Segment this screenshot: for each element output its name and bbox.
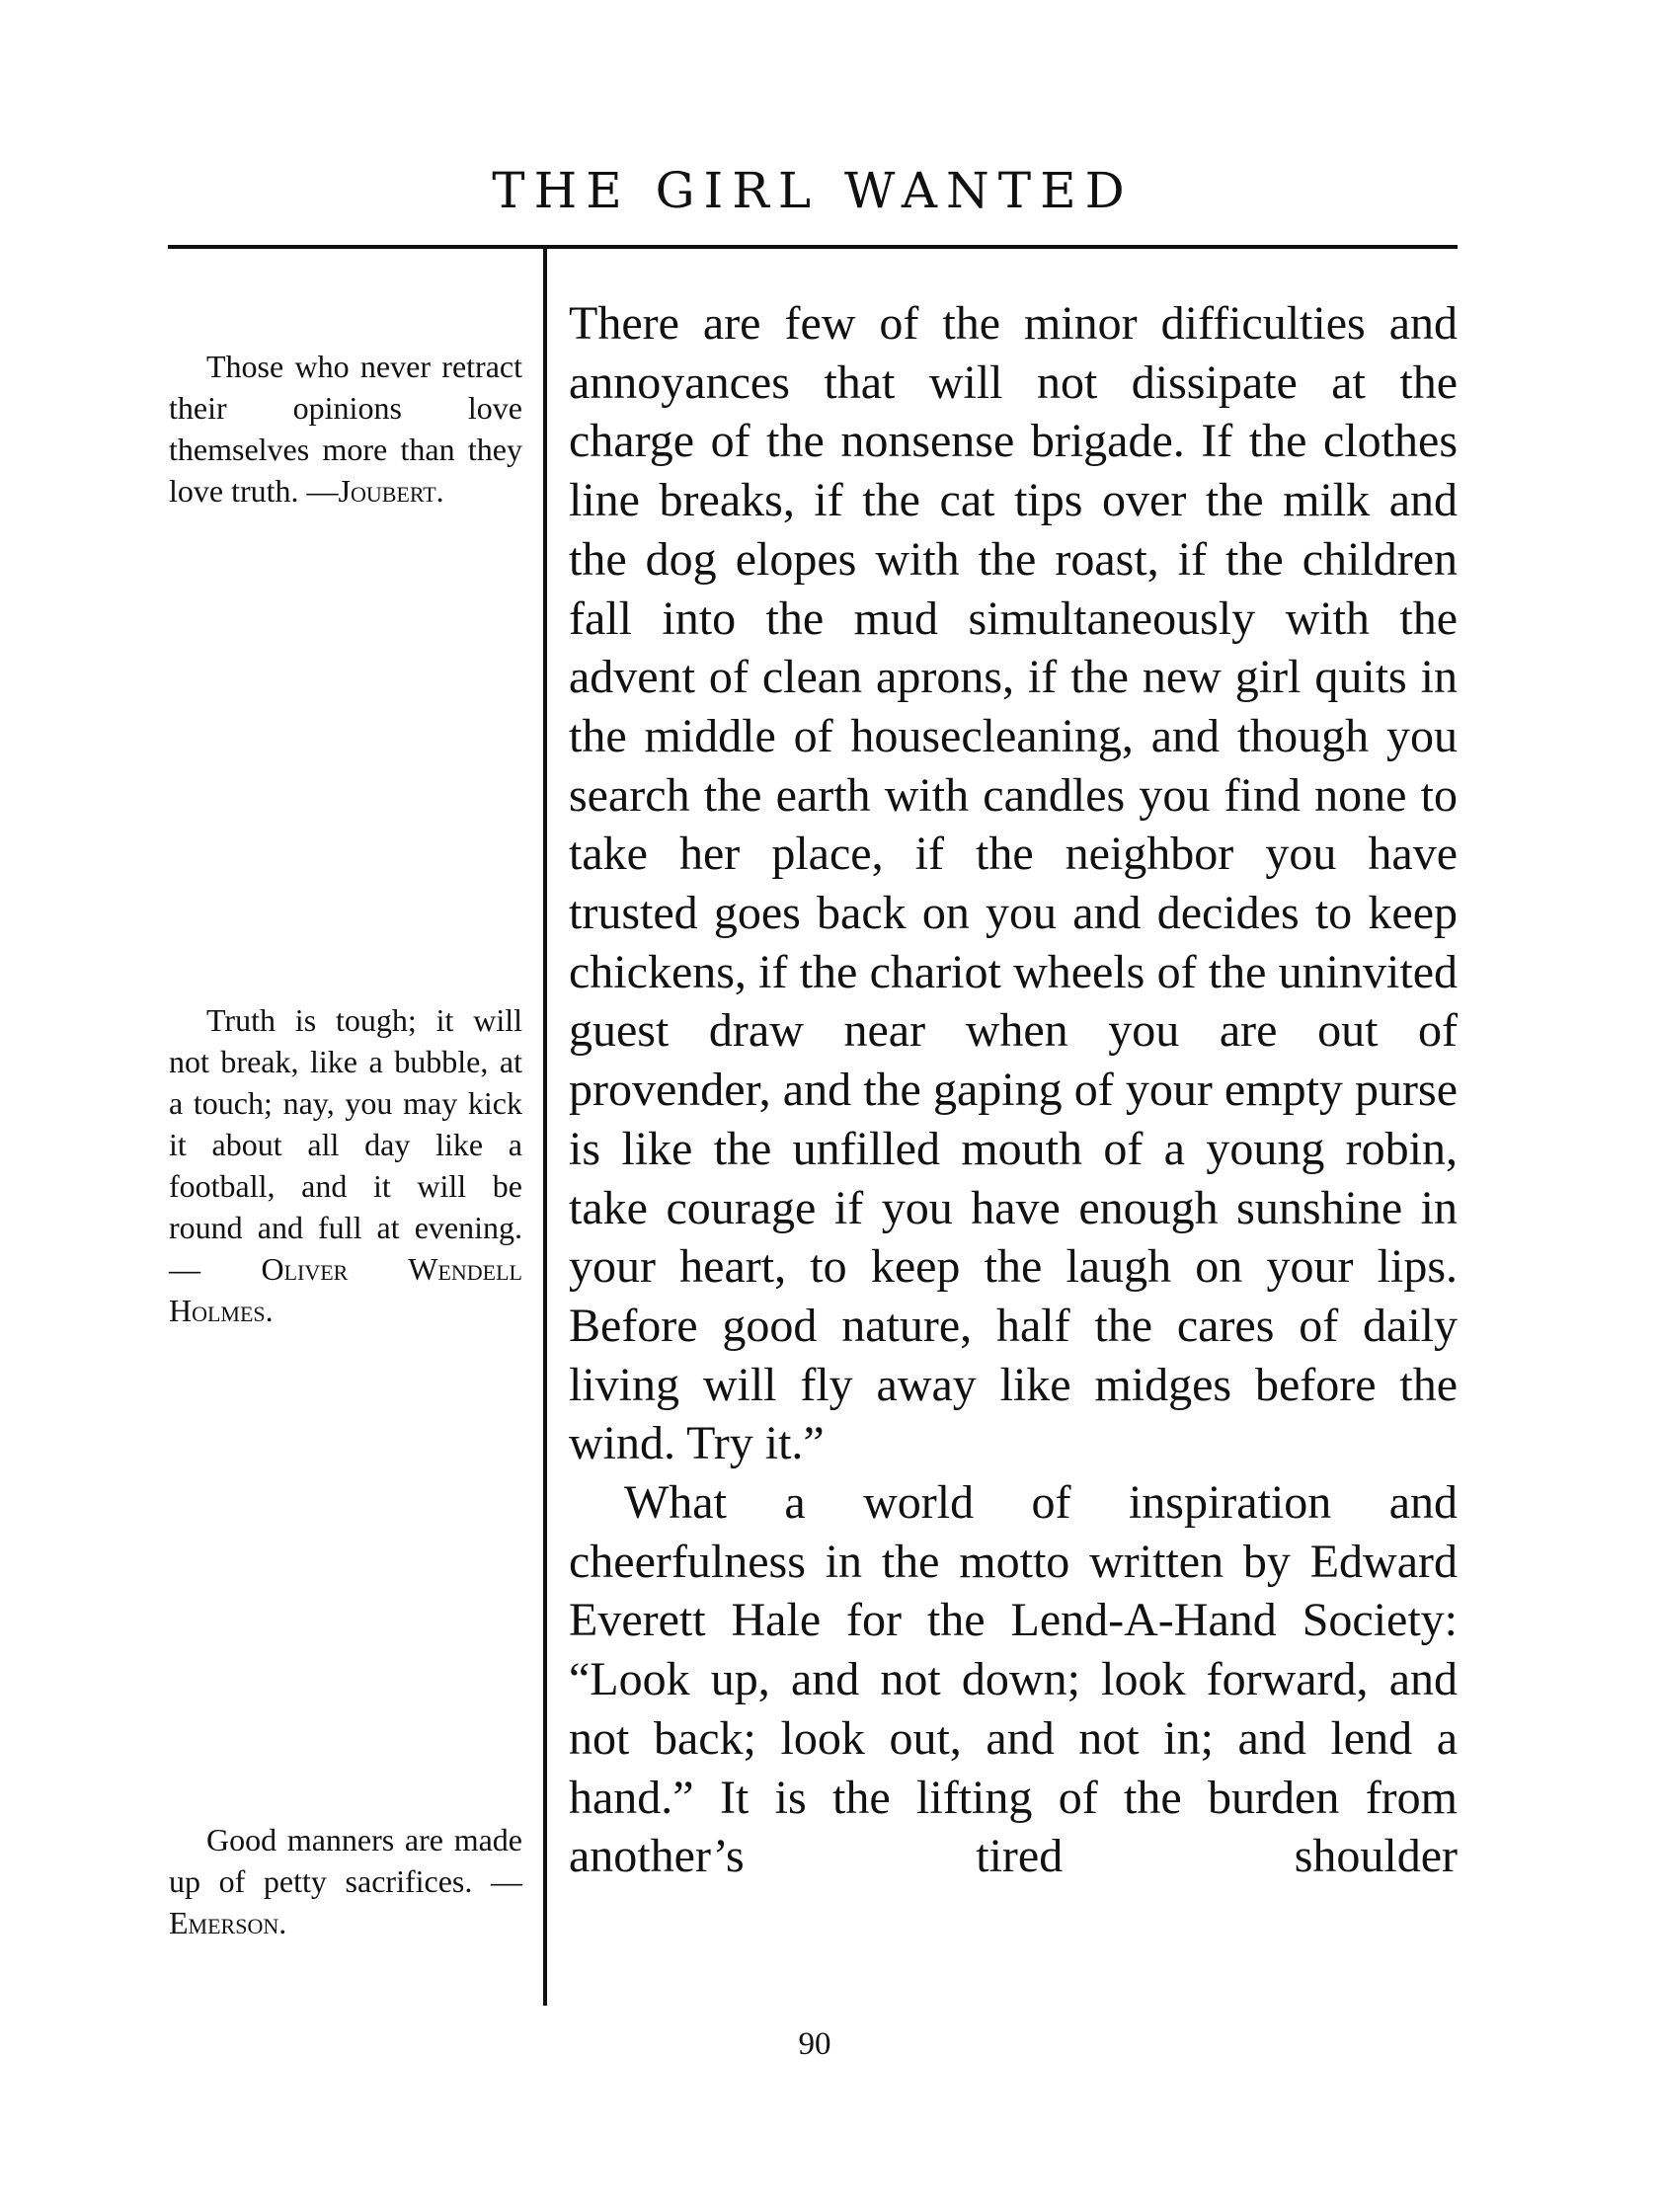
sidenote-attribution: —Joubert.: [306, 473, 444, 509]
main-text-column: [569, 294, 1458, 1886]
sidenote-attribution: —Emerson.: [169, 1863, 523, 1940]
column-divider-rule: [543, 246, 547, 2006]
header-rule: [168, 245, 1458, 249]
sidenote-quote: Those who never retract their opinions love themselves more than they love truth.: [169, 349, 522, 509]
running-head: THE GIRL WANTED: [492, 162, 1134, 219]
body-paragraph-2: What a world of inspiration and cheerfulness in the motto written by Edward Everett Hale for the Lend-A-Hand Society: “Look up, and not down; look forward, and not back; look out, and not in; and lend a hand.” It is the lifting of the burden from another’s tired shoulder: [569, 1476, 1458, 1883]
body-paragraph-1: There are few of the minor difficulties and annoyances that will not dissipate at the charge of the nonsense brigade. If the clothes line breaks, if the cat tips over the milk and the dog elopes with the roast, if the children fall into the mud simultaneously with the advent of clean aprons, if the new girl quits in the middle of housecleaning, and though you search the earth with candles you find none to take her place, if the neighbor you have trusted goes back on you and decides to keep chickens, if the chariot wheels of the uninvited guest draw near when you are out of provender, and the gaping of your empty purse is like the unfilled mouth of a young robin, take courage if you have enough sunshine in your heart, to keep the laugh on your lips. Before good nature, half the cares of daily living will fly away like midges before the wind. Try it.”: [569, 297, 1458, 1470]
sidenote-quote: Good manners are made up of petty sacrifices.: [169, 1822, 522, 1899]
sidenote-quote: Truth is tough; it will not break, like a bubble, at a touch; nay, you may kick it about all day like a football, and it will be round and full at evening.: [169, 1002, 522, 1245]
sidenote-attribution: — Oliver Wendell Holmes.: [169, 1251, 522, 1328]
sidenote-holmes: [169, 999, 522, 1331]
sidenote-joubert: [169, 346, 522, 512]
sidenote-emerson: [169, 1819, 522, 1943]
page-number: 90: [798, 2026, 831, 2062]
